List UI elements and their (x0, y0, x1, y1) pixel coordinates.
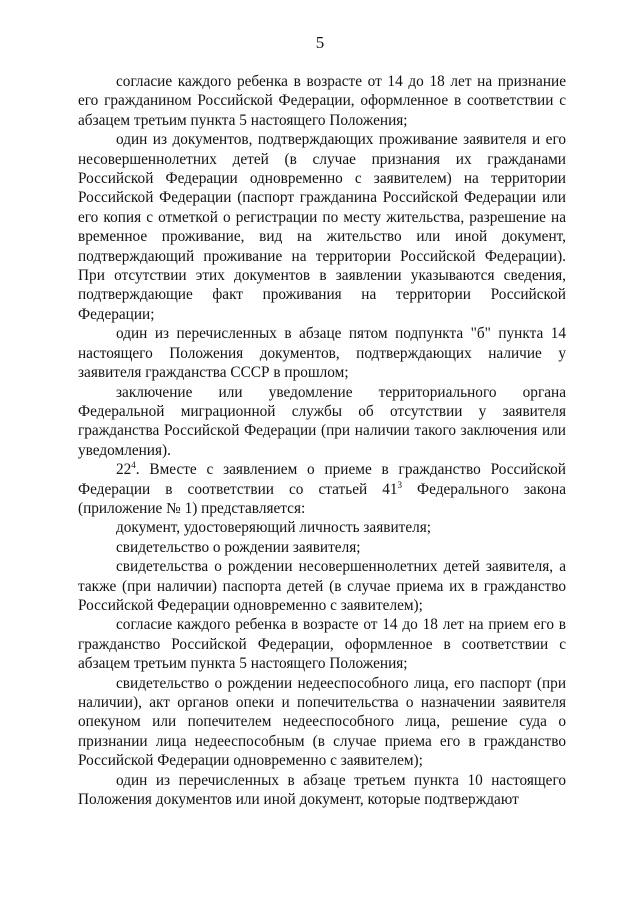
paragraph-identity-document: документ, удостоверяющий личность заявителя; (116, 519, 432, 537)
paragraph-clause-10-documents: один из перечисленных в абзаце третьем пункта 10 настоящего Положения документов или иной документ, которые подтверждают (78, 771, 566, 809)
paragraph-consent-child: согласие каждого ребенка в возрасте от 14 до 18 лет на признание его гражданином Российской Федерации, оформленное в соответствии с абзацем третьим пункта 5 настоящего Положения; (78, 73, 566, 129)
clause-text-part-2: Федерального закона (приложение № 1) представляется: (78, 480, 566, 517)
paragraph-birth-certificate: свидетельство о рождении заявителя; (116, 538, 361, 556)
paragraph-residence-documents: один из документов, подтверждающих проживание заявителя и его несовершеннолетних детей (в случае признания их гражданами Российской Федерации одновременно с заявителем) на территории Российской Федерации (паспорт гражданина Российской Федерации или его копия с отметкой о регистрации по месту жительства, разрешение на временное проживание, вид на жительство или иной документ, подтверждающий проживание на территории Российской Федерации). При отсутствии этих документов в заявлении указываются сведения, подтверждающие факт проживания на территории Российской Федерации; (78, 131, 566, 323)
clause-number: 22 (116, 461, 132, 479)
paragraph-clause-22-4 (78, 460, 566, 518)
clause-text-part-1: . Вместе с заявлением о приеме в гражданство Российской Федерации в соответствии со статьей 41 (78, 461, 566, 498)
clause-number-superscript: 4 (131, 460, 136, 471)
paragraph-child-consent-admission: согласие каждого ребенка в возрасте от 14 до 18 лет на прием его в гражданство Российской Федерации, оформленное в соответствии с абзацем третьим пункта 5 настоящего Положения; (78, 616, 566, 673)
paragraph-children-certificates: свидетельства о рождении несовершеннолетних детей заявителя, а также (при наличии) паспорта детей (в случае приема их в гражданство Российской Федерации одновременно с заявителем); (78, 558, 566, 614)
article-superscript: 3 (397, 479, 402, 490)
paragraph-fms-conclusion: заключение или уведомление территориального органа Федеральной миграционной службы об отсутствии у заявителя гражданства Российской Федерации (при наличии такого заключения или уведомления). (78, 383, 566, 459)
document-body (78, 72, 566, 809)
paragraph-incapacitated-person: свидетельство о рождении недееспособного лица, его паспорт (при наличии), акт органов опеки и попечительства о назначении заявителя опекуном или попечителем недееспособного лица, решение суда о признании лица недееспособным (в случае приема его в гражданство Российской Федерации одновременно с заявителем); (78, 674, 566, 770)
paragraph-ussr-citizenship: один из перечисленных в абзаце пятом подпункта "б" пункта 14 настоящего Положения документов, подтверждающих наличие у заявителя гражданства СССР в прошлом; (78, 325, 566, 382)
page-number: 5 (315, 33, 325, 52)
